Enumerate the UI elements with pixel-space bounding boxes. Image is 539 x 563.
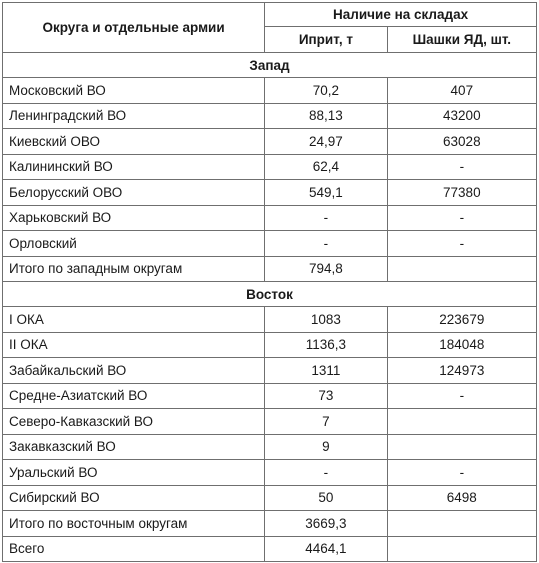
district-name-cell: Ленинградский ВО	[3, 103, 265, 129]
district-name-cell: Закавказский ВО	[3, 434, 265, 460]
stock-table	[2, 2, 537, 562]
smoke-bombs-cell: 43200	[387, 103, 536, 129]
mustard-gas-cell: 4464,1	[265, 536, 387, 562]
district-name-cell: Харьковский ВО	[3, 205, 265, 231]
header-smoke-bombs: Шашки ЯД, шт.	[387, 27, 536, 53]
mustard-gas-cell: 7	[265, 409, 387, 435]
mustard-gas-cell: 50	[265, 485, 387, 511]
smoke-bombs-cell: 407	[387, 78, 536, 104]
table-row	[3, 434, 537, 460]
district-name-cell: II ОКА	[3, 332, 265, 358]
mustard-gas-cell: 9	[265, 434, 387, 460]
district-name-cell: Итого по восточным округам	[3, 511, 265, 537]
district-name-cell: Белорусский ОВО	[3, 180, 265, 206]
district-name-cell: Северо-Кавказский ВО	[3, 409, 265, 435]
mustard-gas-cell: 549,1	[265, 180, 387, 206]
smoke-bombs-cell	[387, 409, 536, 435]
smoke-bombs-cell	[387, 536, 536, 562]
smoke-bombs-cell: -	[387, 231, 536, 257]
table-body	[3, 53, 537, 562]
district-name-cell: Орловский	[3, 231, 265, 257]
smoke-bombs-cell: -	[387, 460, 536, 486]
table-row	[3, 103, 537, 129]
table-row	[3, 307, 537, 333]
smoke-bombs-cell: 184048	[387, 332, 536, 358]
mustard-gas-cell: 1083	[265, 307, 387, 333]
smoke-bombs-cell: 77380	[387, 180, 536, 206]
mustard-gas-cell: 3669,3	[265, 511, 387, 537]
district-name-cell: Итого по западным округам	[3, 256, 265, 282]
district-name-cell: Киевский ОВО	[3, 129, 265, 155]
smoke-bombs-cell	[387, 256, 536, 282]
smoke-bombs-cell: -	[387, 205, 536, 231]
table-row	[3, 205, 537, 231]
section-title: Восток	[3, 282, 537, 307]
mustard-gas-cell: -	[265, 205, 387, 231]
table-row	[3, 460, 537, 486]
smoke-bombs-cell: 63028	[387, 129, 536, 155]
mustard-gas-cell: -	[265, 231, 387, 257]
table-row	[3, 231, 537, 257]
district-name-cell: Забайкальский ВО	[3, 358, 265, 384]
header-stock-group: Наличие на складах	[265, 3, 537, 27]
header-mustard-gas: Иприт, т	[265, 27, 387, 53]
mustard-gas-cell: 73	[265, 383, 387, 409]
section-row	[3, 53, 537, 78]
smoke-bombs-cell	[387, 434, 536, 460]
mustard-gas-cell: 1136,3	[265, 332, 387, 358]
mustard-gas-cell: 70,2	[265, 78, 387, 104]
table-row	[3, 154, 537, 180]
table-row	[3, 180, 537, 206]
table-row	[3, 78, 537, 104]
mustard-gas-cell: -	[265, 460, 387, 486]
table-row	[3, 129, 537, 155]
district-name-cell: Сибирский ВО	[3, 485, 265, 511]
table-row	[3, 256, 537, 282]
smoke-bombs-cell: 6498	[387, 485, 536, 511]
header-districts: Округа и отдельные армии	[3, 3, 265, 53]
mustard-gas-cell: 24,97	[265, 129, 387, 155]
district-name-cell: I ОКА	[3, 307, 265, 333]
table-row	[3, 485, 537, 511]
smoke-bombs-cell: -	[387, 154, 536, 180]
district-name-cell: Московский ВО	[3, 78, 265, 104]
district-name-cell: Всего	[3, 536, 265, 562]
table-row	[3, 511, 537, 537]
section-row	[3, 282, 537, 307]
table-row	[3, 536, 537, 562]
table-row	[3, 358, 537, 384]
district-name-cell: Калининский ВО	[3, 154, 265, 180]
mustard-gas-cell: 794,8	[265, 256, 387, 282]
table-header	[3, 3, 537, 53]
smoke-bombs-cell: 223679	[387, 307, 536, 333]
section-title: Запад	[3, 53, 537, 78]
mustard-gas-cell: 62,4	[265, 154, 387, 180]
table-row	[3, 332, 537, 358]
district-name-cell: Средне-Азиатский ВО	[3, 383, 265, 409]
table-row	[3, 383, 537, 409]
smoke-bombs-cell: -	[387, 383, 536, 409]
mustard-gas-cell: 1311	[265, 358, 387, 384]
smoke-bombs-cell	[387, 511, 536, 537]
table-row	[3, 409, 537, 435]
smoke-bombs-cell: 124973	[387, 358, 536, 384]
district-name-cell: Уральский ВО	[3, 460, 265, 486]
mustard-gas-cell: 88,13	[265, 103, 387, 129]
